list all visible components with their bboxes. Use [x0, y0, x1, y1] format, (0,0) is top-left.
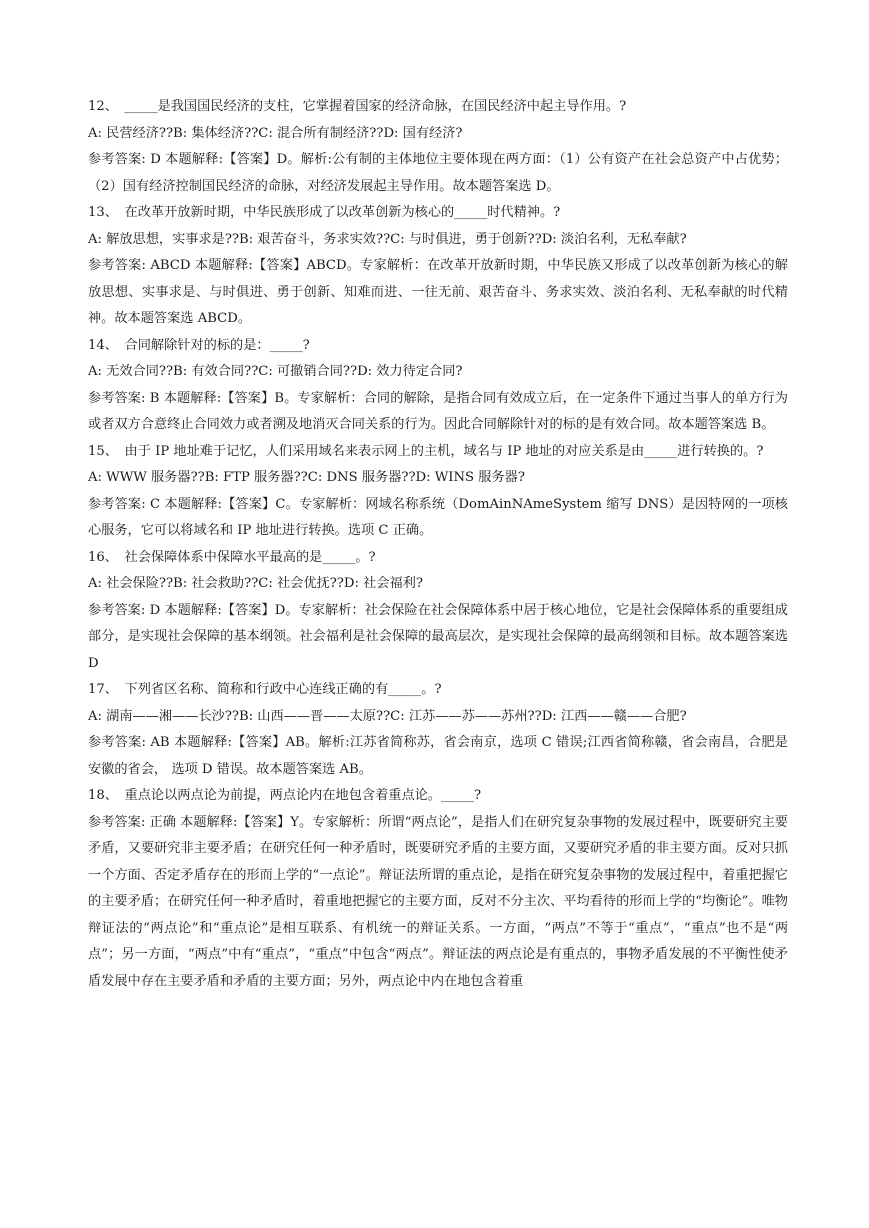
- question-options: A: WWW 服务器??B: FTP 服务器??C: DNS 服务器??D: WINS 服务器?: [88, 470, 525, 485]
- question-item-18: [88, 783, 788, 995]
- question-item-16: [88, 545, 788, 678]
- answer-explanation: 参考答案: B 本题解释:【答案】B。专家解析：合同的解除，是指合同有效成立后，在一定条件下通过当事人的单方行为或者双方合意终止合同效力或者溯及地消灭合同关系的行为。因此合同解除针对的标的是有效合同。故本题答案选 B。: [88, 390, 788, 432]
- answer-explanation: 参考答案: AB 本题解释:【答案】AB。解析:江苏省简称苏，省会南京，选项 C 错误;江西省简称赣，省会南昌，合肥是安徽的省会， 选项 D 错误。故本题答案选 AB。: [88, 735, 788, 777]
- question-item-13: [88, 200, 788, 333]
- document-page: [88, 94, 788, 995]
- question-text: 15、 由于 IP 地址难于记忆，人们采用域名来表示网上的主机，域名与 IP 地址的对应关系是由_____进行转换的。?: [88, 443, 764, 459]
- question-item-15: [88, 439, 788, 545]
- question-text: 14、 合同解除针对的标的是：_____?: [88, 337, 310, 353]
- question-text: 13、 在改革开放新时期，中华民族形成了以改革创新为核心的_____时代精神。?: [88, 205, 561, 220]
- question-options: A: 无效合同??B: 有效合同??C: 可撤销合同??D: 效力待定合同?: [88, 364, 463, 379]
- question-text: 12、 _____是我国国民经济的支柱，它掌握着国家的经济命脉，在国民经济中起主导作用。?: [88, 99, 627, 114]
- answer-explanation: 参考答案: D 本题解释:【答案】D。解析:公有制的主体地位主要体现在两方面：（1）公有资产在社会总资产中占优势；（2）国有经济控制国民经济的命脉，对经济发展起主导作用。故本题答案选 D。: [88, 152, 788, 194]
- answer-explanation: 参考答案: ABCD 本题解释:【答案】ABCD。专家解析：在改革开放新时期，中华民族又形成了以改革创新为核心的解放思想、实事求是、与时俱进、勇于创新、知难而进、一往无前、艰苦奋斗、务求实效、淡泊名利、无私奉献的时代精神。故本题答案选 ABCD。: [88, 258, 788, 326]
- question-options: A: 湖南——湘——长沙??B: 山西——晋——太原??C: 江苏——苏——苏州??D: 江西——赣——合肥?: [88, 708, 687, 724]
- question-text: 18、 重点论以两点论为前提，两点论内在地包含着重点论。_____?: [88, 788, 482, 803]
- question-item-17: [88, 677, 788, 783]
- question-options: A: 解放思想，实事求是??B: 艰苦奋斗，务求实效??C: 与时俱进，勇于创新??D: 淡泊名利，无私奉献?: [88, 231, 687, 247]
- question-item-12: [88, 94, 788, 200]
- question-text: 16、 社会保障体系中保障水平最高的是_____。?: [88, 549, 376, 565]
- question-options: A: 民营经济??B: 集体经济??C: 混合所有制经济??D: 国有经济?: [88, 125, 463, 141]
- answer-explanation: 参考答案: 正确 本题解释:【答案】Y。专家解析：所谓“两点论”，是指人们在研究复杂事物的发展过程中，既要研究主要矛盾，又要研究非主要矛盾；在研究任何一种矛盾时，既要研究矛盾的主要方面，又要研究矛盾的非主要方面。反对只抓一个方面、否定矛盾存在的形而上学的“一点论”。辩证法所谓的重点论，是指在研究复杂事物的发展过程中，着重把握它的主要矛盾；在研究任何一种矛盾时，着重地把握它的主要方面，反对不分主次、平均看待的形而上学的“均衡论”。唯物辩证法的“两点论”和“重点论”是相互联系、有机统一的辩证关系。一方面，“两点”不等于“重点”，“重点”也不是“两点”；另一方面，“两点”中有“重点”，“重点”中包含“两点”。辩证法的两点论是有重点的，事物矛盾发展的不平衡性使矛盾发展中存在主要矛盾和矛盾的主要方面；另外，两点论中内在地包含着重: [88, 814, 788, 989]
- answer-explanation: 参考答案: C 本题解释:【答案】C。专家解析：网域名称系统（DomAinNAmeSystem 缩写 DNS）是因特网的一项核心服务，它可以将域名和 IP 地址进行转换。选项 C 正确。: [88, 496, 788, 538]
- question-item-14: [88, 333, 788, 439]
- question-options: A: 社会保险??B: 社会救助??C: 社会优抚??D: 社会福利?: [88, 576, 423, 591]
- question-text: 17、 下列省区名称、简称和行政中心连线正确的有_____。?: [88, 682, 442, 697]
- answer-explanation: 参考答案: D 本题解释:【答案】D。专家解析：社会保险在社会保障体系中居于核心地位，它是社会保障体系的重要组成部分，是实现社会保障的基本纲领。社会福利是社会保障的最高层次，是实现社会保障的最高纲领和目标。故本题答案选 D: [88, 602, 788, 671]
